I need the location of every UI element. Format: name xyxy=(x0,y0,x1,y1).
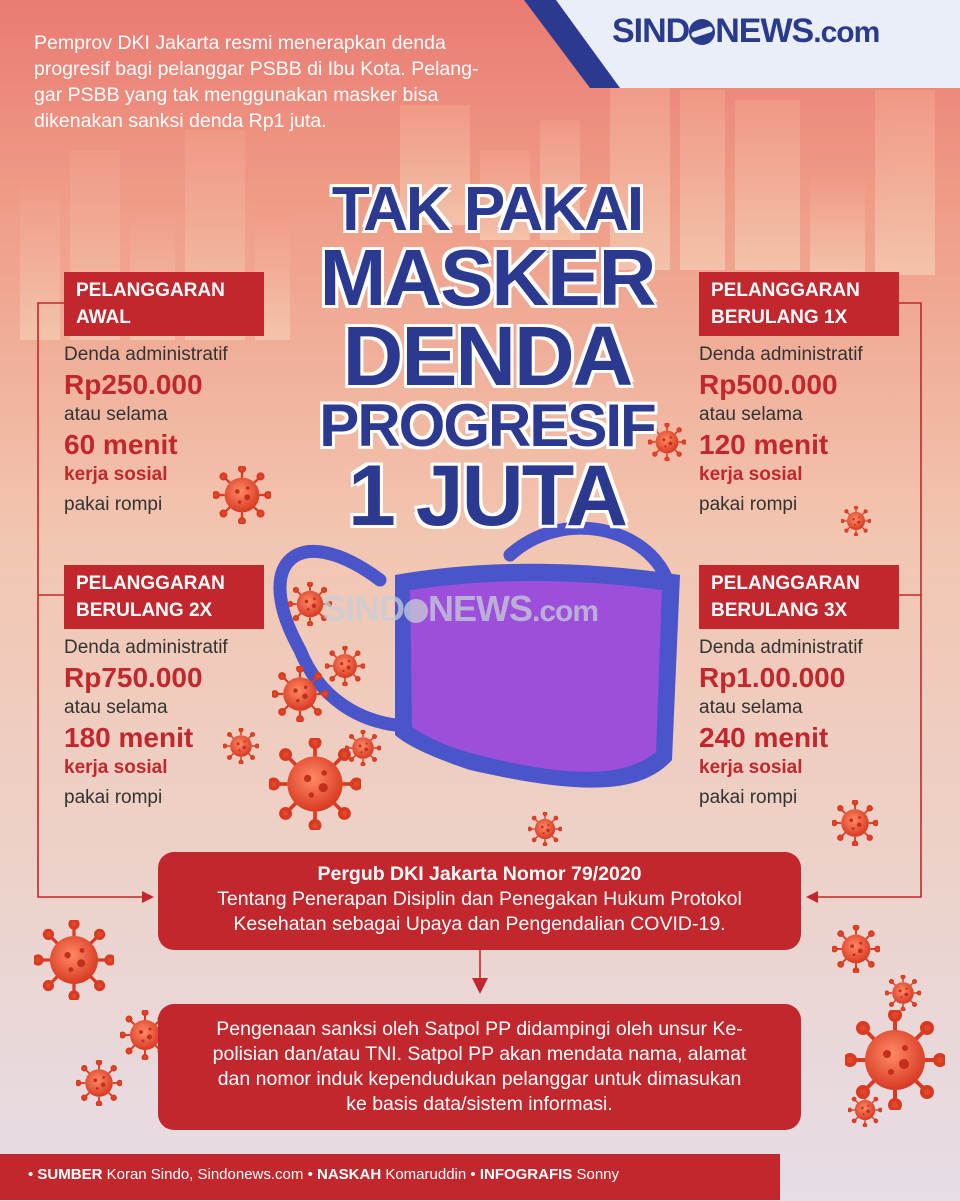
intro-paragraph xyxy=(34,30,574,134)
tag-line: AWAL xyxy=(76,307,131,328)
service-label: kerja sosial xyxy=(699,464,803,485)
fine-amount: Rp1.00.000 xyxy=(699,662,846,693)
bullet-icon: • xyxy=(307,1166,317,1183)
regulation-line: Kesehatan sebagai Upaya dan Pengendalian COVID-19. xyxy=(233,913,726,935)
vest-label: pakai rompi xyxy=(699,787,798,808)
violation-tag xyxy=(64,272,264,336)
headline-line: MASKER xyxy=(319,232,655,322)
intro-line: progresif bagi pelanggar PSBB di Ibu Kota. Pelang- xyxy=(34,58,479,80)
intro-line: dikenakan sanksi denda Rp1 juta. xyxy=(34,110,327,132)
or-label: atau selama xyxy=(699,697,803,718)
credit-value: Koran Sindo, Sindonews.com xyxy=(106,1166,304,1183)
violation-tag xyxy=(64,565,264,629)
logo-o-icon xyxy=(689,19,715,45)
tag-line: PELANGGARAN xyxy=(76,573,225,594)
watermark xyxy=(322,588,598,630)
credit-key: NASKAH xyxy=(316,1166,382,1183)
fine-amount: Rp500.000 xyxy=(699,369,838,400)
service-minutes: 180 menit xyxy=(64,722,194,753)
watermark-text: .com xyxy=(532,595,599,628)
tag-line: PELANGGARAN xyxy=(711,573,860,594)
watermark-text: SIND xyxy=(322,588,405,629)
headline-line: PROGRESIF xyxy=(319,391,655,459)
violation-repeat-2x xyxy=(64,565,304,813)
headline-line: 1 JUTA xyxy=(348,447,626,544)
logo-text-com: .com xyxy=(813,16,880,49)
bullet-icon: • xyxy=(470,1166,480,1183)
service-label: kerja sosial xyxy=(699,757,803,778)
enforcement-line: Pengenaan sanksi oleh Satpol PP didampingi oleh unsur Ke- xyxy=(216,1018,743,1040)
regulation-heading: Pergub DKI Jakarta Nomor 79/2020 xyxy=(317,863,642,885)
enforcement-line: polisian dan/atau TNI. Satpol PP akan mendata nama, alamat xyxy=(212,1043,747,1065)
enforcement-line: dan nomor induk kependudukan pelanggar untuk dimasukan xyxy=(217,1068,742,1090)
vest-label: pakai rompi xyxy=(64,494,163,515)
intro-line: gar PSBB yang tak menggunakan masker bisa xyxy=(34,84,439,106)
logo-text-news: NEWS xyxy=(715,12,814,50)
service-minutes: 240 menit xyxy=(699,722,829,753)
tag-line: BERULANG 2X xyxy=(76,600,213,621)
tag-line: PELANGGARAN xyxy=(76,280,225,301)
watermark-o-icon xyxy=(404,599,428,623)
fine-amount: Rp750.000 xyxy=(64,662,203,693)
enforcement-box xyxy=(158,1004,801,1130)
watermark-text: NEWS xyxy=(428,588,533,629)
violation-first xyxy=(64,272,304,520)
tag-line: PELANGGARAN xyxy=(711,280,860,301)
sindonews-logo xyxy=(612,12,879,58)
credit-key: INFOGRAFIS xyxy=(479,1166,573,1183)
regulation-line: Tentang Penerapan Disiplin dan Penegakan Hukum Protokol xyxy=(217,888,742,910)
headline-line: TAK PAKAI xyxy=(331,175,643,244)
logo-text-sind: SIND xyxy=(612,12,690,50)
service-minutes: 120 menit xyxy=(699,429,829,460)
footer-credits xyxy=(28,1166,619,1183)
fine-label: Denda administratif xyxy=(64,344,228,365)
vest-label: pakai rompi xyxy=(64,787,163,808)
or-label: atau selama xyxy=(64,404,168,425)
violation-repeat-3x xyxy=(699,565,939,813)
tag-line: BERULANG 1X xyxy=(711,307,848,328)
fine-label: Denda administratif xyxy=(699,637,863,658)
enforcement-line: ke basis data/sistem informasi. xyxy=(346,1093,613,1115)
service-minutes: 60 menit xyxy=(64,429,178,460)
fine-label: Denda administratif xyxy=(64,637,228,658)
credit-value: Sonny xyxy=(576,1166,620,1183)
service-label: kerja sosial xyxy=(64,757,168,778)
or-label: atau selama xyxy=(64,697,168,718)
violation-repeat-1x xyxy=(699,272,939,520)
fine-amount: Rp250.000 xyxy=(64,369,203,400)
or-label: atau selama xyxy=(699,404,803,425)
intro-line: Pemprov DKI Jakarta resmi menerapkan denda xyxy=(34,32,446,54)
violation-tag xyxy=(699,272,899,336)
headline-line: DENDA xyxy=(342,309,632,404)
headline xyxy=(292,175,682,544)
bullet-icon: • xyxy=(28,1166,38,1183)
credit-key: SUMBER xyxy=(37,1166,103,1183)
fine-label: Denda administratif xyxy=(699,344,863,365)
credit-value: Komaruddin xyxy=(385,1166,467,1183)
tag-line: BERULANG 3X xyxy=(711,600,848,621)
violation-tag xyxy=(699,565,899,629)
service-label: kerja sosial xyxy=(64,464,168,485)
regulation-box xyxy=(158,852,801,950)
vest-label: pakai rompi xyxy=(699,494,798,515)
